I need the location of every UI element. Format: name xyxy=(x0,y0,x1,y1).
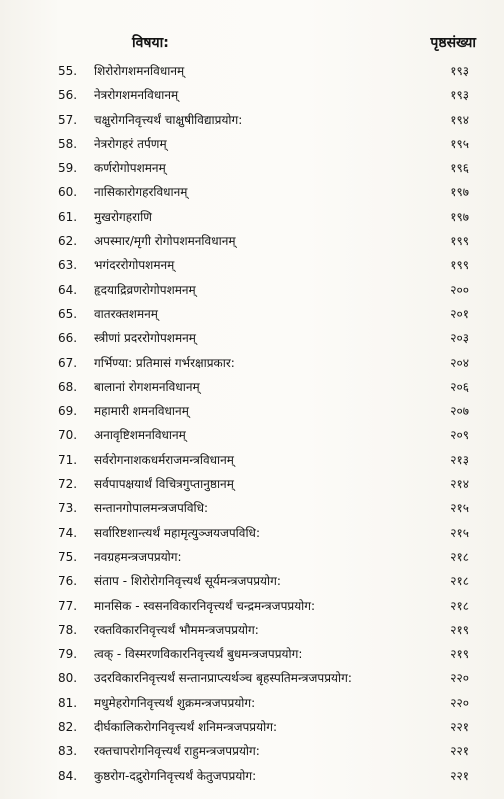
entry-title: महामारी शमनविधानम् xyxy=(94,404,189,419)
entry-number: 69. xyxy=(58,404,78,419)
entry-page-number: २१८ xyxy=(450,598,469,613)
contents-entry xyxy=(0,739,504,763)
subject-column-heading: विषया: xyxy=(132,35,169,51)
contents-entry xyxy=(0,351,504,375)
contents-entry xyxy=(0,399,504,423)
entry-number: 61. xyxy=(58,209,78,224)
contents-entry xyxy=(0,569,504,593)
entry-title: त्वक् - विस्मरणविकारनिवृत्त्यर्थं बुधमन्त्रजपप्रयोग: xyxy=(94,647,303,662)
entry-number: 72. xyxy=(58,477,78,492)
entry-page-number: १९९ xyxy=(450,258,469,273)
entry-title: दीर्घकालिकरोगनिवृत्त्यर्थं शनिमन्त्रजपप्रयोग: xyxy=(94,720,277,735)
entry-title: स्त्रीणां प्रदररोगोपशमनम् xyxy=(94,331,196,346)
entry-number: 74. xyxy=(58,525,78,540)
entry-title: नेत्ररोगशमनविधानम् xyxy=(94,88,179,103)
contents-entry xyxy=(0,594,504,618)
entry-title: कुष्ठरोग-दद्रुरोगनिवृत्त्यर्थं केतुजपप्रयोग: xyxy=(94,768,257,783)
entry-page-number: २१४ xyxy=(450,477,469,492)
entry-number: 68. xyxy=(58,379,78,394)
contents-entry xyxy=(0,229,504,253)
entry-number: 62. xyxy=(58,234,78,249)
entry-title: शिरोरोगशमनविधानम् xyxy=(94,64,185,78)
entry-page-number: २२१ xyxy=(450,720,469,735)
contents-list xyxy=(0,59,504,788)
contents-entry xyxy=(0,715,504,739)
contents-header xyxy=(0,33,504,55)
entry-page-number: २१८ xyxy=(450,574,469,589)
contents-entry xyxy=(0,423,504,447)
contents-entry xyxy=(0,691,504,715)
entry-page-number: १९४ xyxy=(450,112,469,127)
entry-page-number: २२१ xyxy=(450,768,469,783)
entry-title: नासिकारोगहरविधानम् xyxy=(94,185,188,200)
entry-number: 58. xyxy=(58,136,78,151)
entry-title: मधुमेहरोगनिवृत्त्यर्थं शुक्रमन्त्रजपप्रयोग: xyxy=(94,695,256,710)
entry-page-number: २२१ xyxy=(450,744,469,759)
entry-title: उदरविकारनिवृत्त्यर्थं सन्तानप्राप्त्यर्थञ्च बृहस्पतिमन्त्रजपप्रयोग: xyxy=(94,671,352,686)
entry-title: सर्वरोगनाशकधर्मराजमन्त्रविधानम् xyxy=(94,452,234,467)
contents-entry xyxy=(0,545,504,569)
entry-title: वातरक्तशमनम् xyxy=(94,306,158,321)
contents-entry xyxy=(0,472,504,496)
entry-title: रक्तविकारनिवृत्त्यर्थं भौममन्त्रजपप्रयोग: xyxy=(94,622,259,637)
contents-entry xyxy=(0,618,504,642)
entry-page-number: १९५ xyxy=(450,136,469,151)
entry-page-number: २०६ xyxy=(450,379,469,394)
entry-title: चक्षुरोगनिवृत्त्यर्थं चाक्षुषीविद्याप्रयोग: xyxy=(94,112,243,127)
contents-entry xyxy=(0,83,504,107)
entry-number: 59. xyxy=(58,161,78,176)
entry-title: सन्तानगोपालमन्त्रजपविधि: xyxy=(94,501,209,516)
entry-title: अपस्मार/मृगी रोगोपशमनविधानम् xyxy=(94,234,236,249)
contents-entry xyxy=(0,764,504,788)
contents-entry xyxy=(0,521,504,545)
contents-entry xyxy=(0,205,504,229)
entry-number: 84. xyxy=(58,768,78,783)
entry-number: 57. xyxy=(58,112,78,127)
contents-entry xyxy=(0,59,504,83)
entry-page-number: २१८ xyxy=(450,549,469,564)
entry-title: बालानां रोगशमनविधानम् xyxy=(94,379,200,394)
entry-number: 66. xyxy=(58,331,78,346)
entry-number: 77. xyxy=(58,598,78,613)
entry-number: 60. xyxy=(58,185,78,200)
entry-page-number: २०४ xyxy=(450,355,469,370)
entry-title: भगंदररोगोपशमनम् xyxy=(94,258,175,273)
entry-number: 55. xyxy=(58,64,78,78)
entry-title: नवग्रहमन्त्रजपप्रयोग: xyxy=(94,549,182,564)
contents-entry xyxy=(0,642,504,666)
entry-title: अनावृष्टिशमनविधानम् xyxy=(94,428,186,443)
contents-entry xyxy=(0,132,504,156)
entry-number: 78. xyxy=(58,622,78,637)
entry-page-number: २१९ xyxy=(450,647,469,662)
entry-page-number: १९७ xyxy=(450,185,469,200)
entry-page-number: १९३ xyxy=(450,64,469,78)
entry-title: नेत्ररोगहरं तर्पणम् xyxy=(94,136,167,151)
contents-entry xyxy=(0,448,504,472)
entry-page-number: २०३ xyxy=(450,331,469,346)
entry-number: 65. xyxy=(58,306,78,321)
entry-number: 70. xyxy=(58,428,78,443)
entry-title: सर्वपापक्षयार्थं विचित्रगुप्तानुष्ठानम् xyxy=(94,477,234,492)
contents-entry xyxy=(0,302,504,326)
entry-number: 82. xyxy=(58,720,78,735)
entry-page-number: २०९ xyxy=(450,428,469,443)
entry-page-number: २१५ xyxy=(450,525,469,540)
entry-page-number: २१५ xyxy=(450,501,469,516)
entry-page-number: २२० xyxy=(450,695,469,710)
entry-page-number: २०१ xyxy=(450,306,469,321)
contents-entry xyxy=(0,375,504,399)
contents-entry xyxy=(0,278,504,302)
entry-number: 81. xyxy=(58,695,78,710)
contents-entry xyxy=(0,253,504,277)
entry-number: 76. xyxy=(58,574,78,589)
page-number-column-heading: पृष्ठसंख्या xyxy=(430,35,476,51)
contents-entry xyxy=(0,180,504,204)
contents-entry xyxy=(0,496,504,520)
entry-title: हृदयाद्रिव्रणरोगोपशमनम् xyxy=(94,282,196,297)
contents-entry xyxy=(0,108,504,132)
contents-entry xyxy=(0,666,504,690)
entry-number: 80. xyxy=(58,671,78,686)
entry-page-number: २०० xyxy=(450,282,469,297)
entry-number: 73. xyxy=(58,501,78,516)
entry-page-number: २०७ xyxy=(450,404,469,419)
entry-page-number: १९९ xyxy=(450,234,469,249)
entry-title: मुखरोगहराणि xyxy=(94,209,152,224)
contents-entry xyxy=(0,326,504,350)
entry-page-number: २१९ xyxy=(450,622,469,637)
entry-number: 83. xyxy=(58,744,78,759)
entry-title: सर्वारिष्टशान्त्यर्थं महामृत्युञ्जयजपविधि: xyxy=(94,525,260,540)
entry-page-number: १९७ xyxy=(450,209,469,224)
entry-title: संताप - शिरोरोगनिवृत्त्यर्थं सूर्यमन्त्रजपप्रयोग: xyxy=(94,574,281,589)
entry-number: 71. xyxy=(58,452,78,467)
entry-page-number: २२० xyxy=(450,671,469,686)
contents-entry xyxy=(0,156,504,180)
entry-page-number: १९६ xyxy=(450,161,469,176)
entry-title: मानसिक - स्वसनविकारनिवृत्त्यर्थं चन्द्रमन्त्रजपप्रयोग: xyxy=(94,598,316,613)
entry-number: 79. xyxy=(58,647,78,662)
entry-title: गर्भिण्या: प्रतिमासं गर्भरक्षाप्रकार: xyxy=(94,355,235,370)
entry-page-number: १९३ xyxy=(450,88,469,103)
entry-title: कर्णरोगोपशमनम् xyxy=(94,161,166,176)
entry-number: 64. xyxy=(58,282,78,297)
entry-number: 56. xyxy=(58,88,78,103)
entry-number: 67. xyxy=(58,355,78,370)
entry-page-number: २१३ xyxy=(450,452,469,467)
entry-number: 75. xyxy=(58,549,78,564)
entry-number: 63. xyxy=(58,258,78,273)
entry-title: रक्तचापरोगनिवृत्त्यर्थं राहुमन्त्रजपप्रयोग: xyxy=(94,744,260,759)
